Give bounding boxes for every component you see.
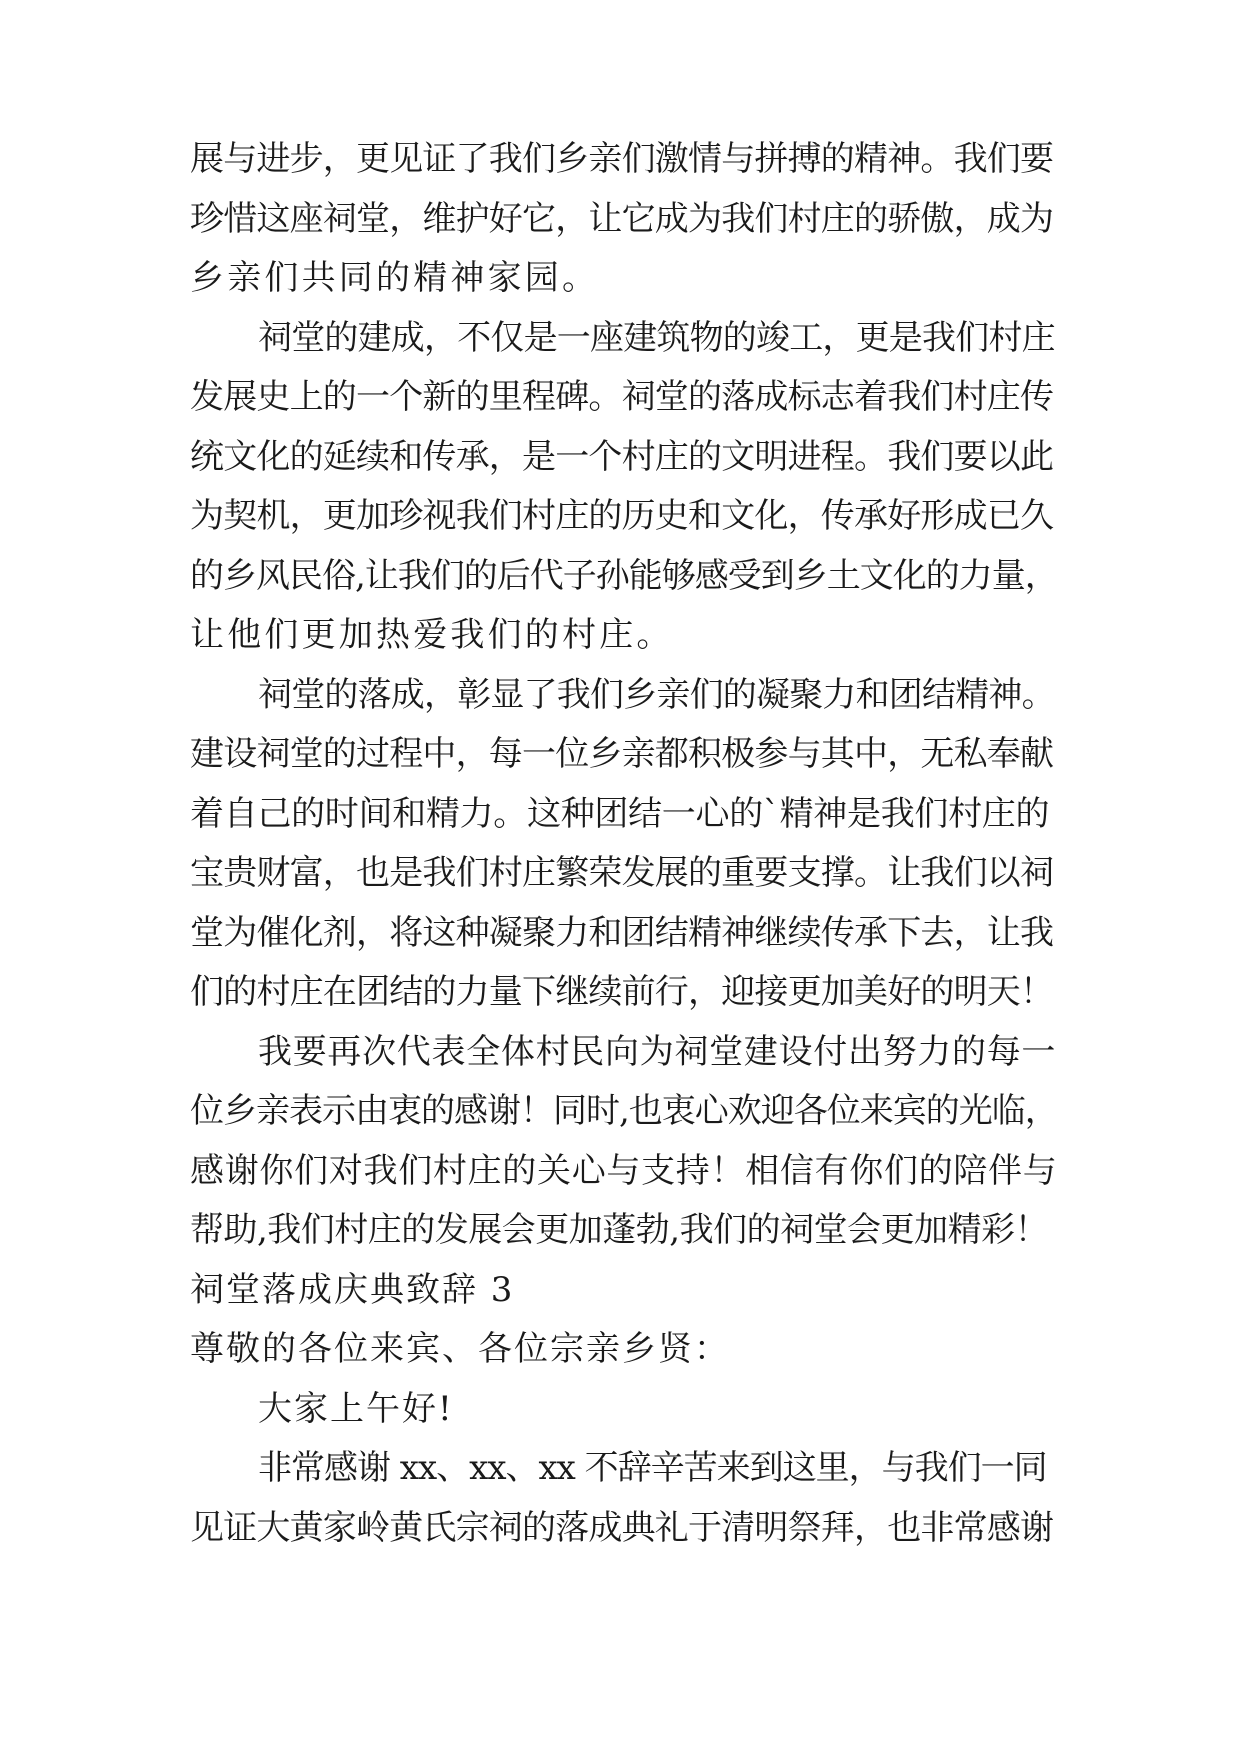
text-line: 珍惜这座祠堂，维护好它，让它成为我们村庄的骄傲，成为 bbox=[190, 198, 1054, 239]
document-page bbox=[190, 130, 1060, 1558]
text-line: 宝贵财富，也是我们村庄繁荣发展的重要支撑。让我们以祠 bbox=[190, 853, 1054, 893]
text-line: 乡亲们共同的精神家园。 bbox=[190, 258, 600, 298]
text-line: 帮助,我们村庄的发展会更加蓬勃,我们的祠堂会更加精彩！ bbox=[190, 1210, 1049, 1250]
text-line: 让他们更加热爱我们的村庄。 bbox=[190, 615, 674, 655]
greeting: 大家上午好! bbox=[258, 1388, 454, 1429]
text-line: 感谢你们对我们村庄的关心与支持！相信有你们的陪伴与 bbox=[190, 1150, 1058, 1191]
paragraph-first-line: 祠堂的落成，彰显了我们乡亲们的凝聚力和团结精神。 bbox=[258, 674, 1055, 715]
text-line: 着自己的时间和精力。这种团结一心的`精神是我们村庄的 bbox=[190, 793, 1050, 834]
text-line: 为契机，更加珍视我们村庄的历史和文化，传承好形成已久 bbox=[190, 496, 1054, 536]
text-line: 们的村庄在团结的力量下继续前行，迎接更加美好的明天！ bbox=[190, 972, 1054, 1012]
text-line: 建设祠堂的过程中，每一位乡亲都积极参与其中，无私奉献 bbox=[190, 734, 1054, 774]
paragraph-first-line: 非常感谢 xx、xx、xx 不辞辛苦来到这里，与我们一同 bbox=[258, 1448, 1047, 1488]
text-line: 统文化的延续和传承，是一个村庄的文明进程。我们要以此 bbox=[190, 436, 1054, 477]
text-line: 堂为催化剂，将这种凝聚力和团结精神继续传承下去，让我 bbox=[190, 912, 1054, 953]
text-line: 位乡亲表示由衷的感谢！同时,也衷心欢迎各位来宾的光临， bbox=[190, 1091, 1058, 1131]
text-line: 发展史上的一个新的里程碑。祠堂的落成标志着我们村庄传 bbox=[190, 377, 1054, 417]
paragraph-first-line: 祠堂的建成，不仅是一座建筑物的竣工，更是我们村庄 bbox=[258, 317, 1055, 358]
section-heading: 祠堂落成庆典致辞 3 bbox=[190, 1269, 515, 1310]
text-line: 的乡风民俗,让我们的后代子孙能够感受到乡土文化的力量， bbox=[190, 555, 1058, 596]
salutation: 尊敬的各位来宾、各位宗亲乡贤： bbox=[190, 1329, 730, 1369]
text-line: 见证大黄家岭黄氏宗祠的落成典礼于清明祭拜，也非常感谢 bbox=[190, 1507, 1054, 1548]
paragraph-first-line: 我要再次代表全体村民向为祠堂建设付出努力的每一 bbox=[258, 1031, 1057, 1072]
text-line: 展与进步，更见证了我们乡亲们激情与拼搏的精神。我们要 bbox=[190, 139, 1054, 179]
